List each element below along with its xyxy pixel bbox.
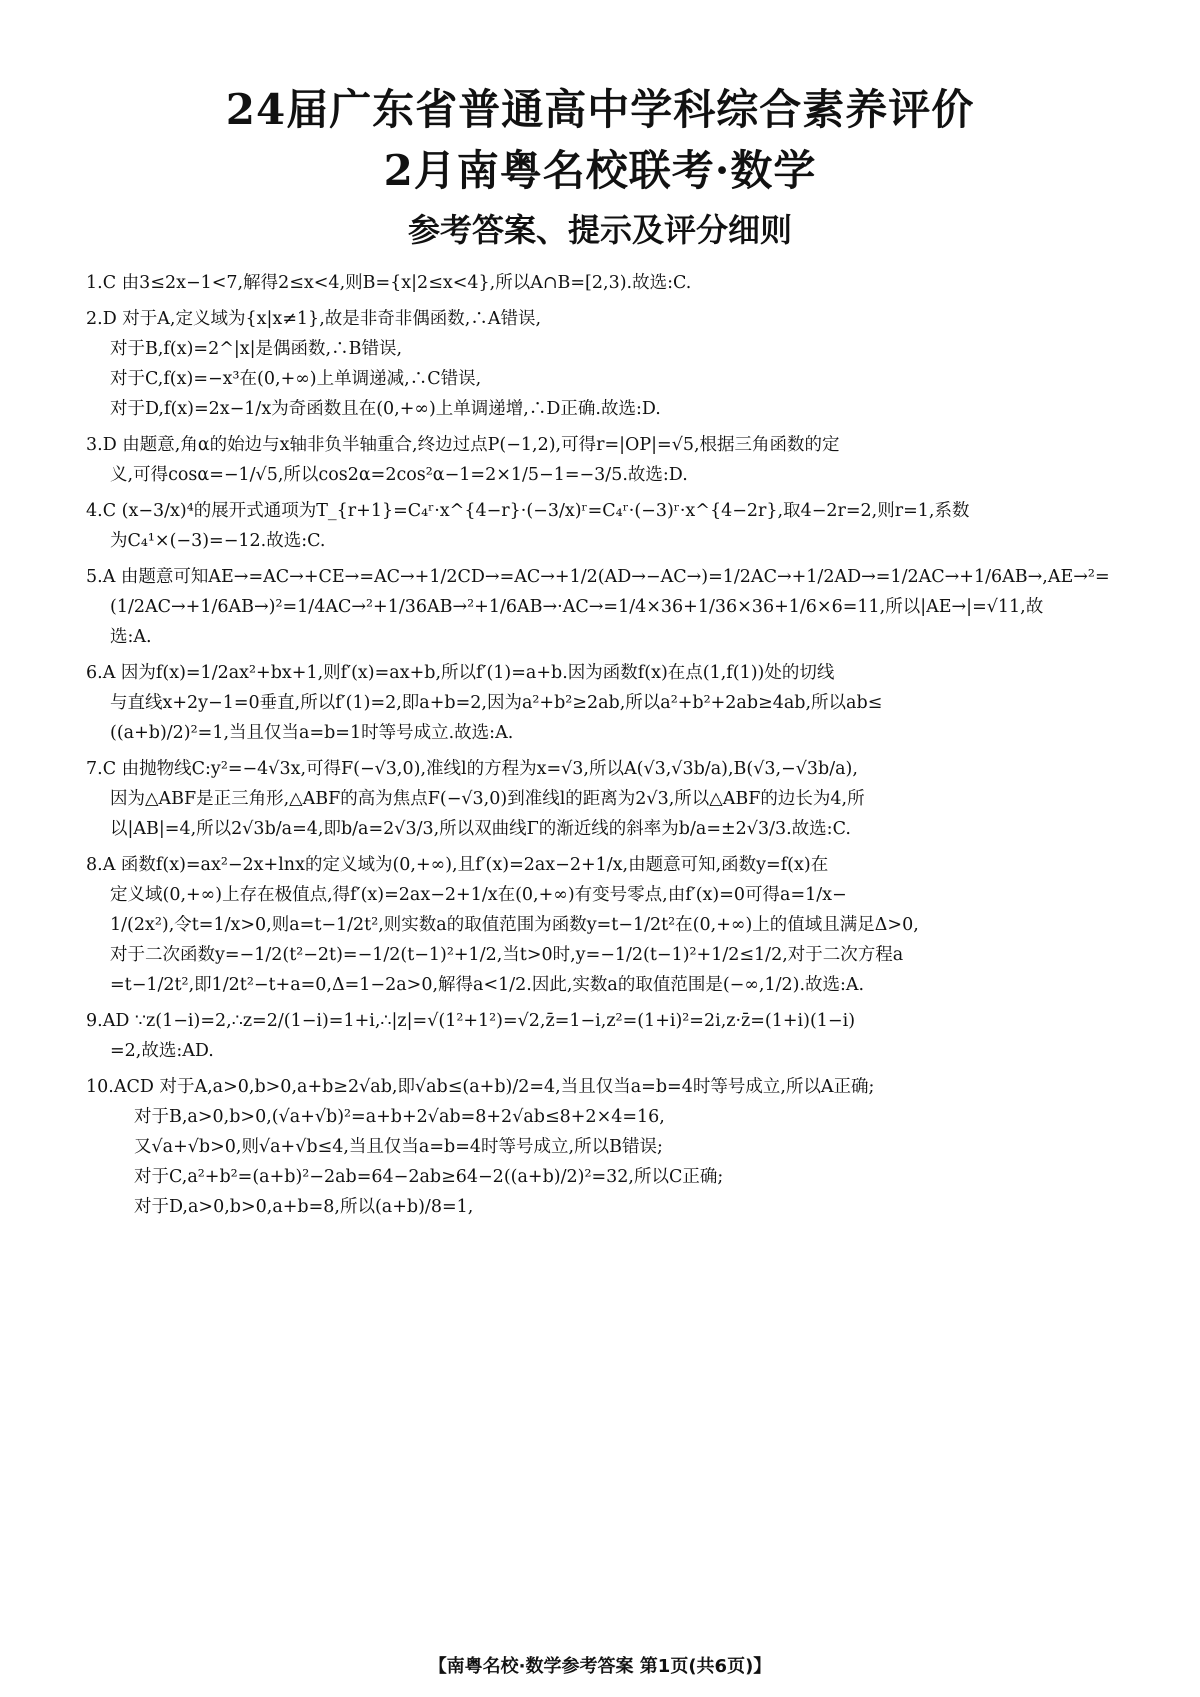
answer-line: ((a+b)/2)²=1,当且仅当a=b=1时等号成立.故选:A.: [110, 723, 514, 743]
title-line-3: 参考答案、提示及评分细则: [407, 211, 792, 249]
answer-8: [86, 850, 1116, 1000]
answer-7: [86, 754, 1116, 844]
answer-line: 4.C (x−3/x)⁴的展开式通项为T_{r+1}=C₄ʳ·x^{4−r}·(−3/x)ʳ=C₄ʳ·(−3)ʳ·x^{4−2r},取4−2r=2,则r=1,系数: [86, 501, 970, 521]
answer-line: 对于D,f(x)=2x−1/x为奇函数且在(0,+∞)上单调递增,∴D正确.故选:D.: [110, 399, 661, 419]
answer-6: [86, 658, 1116, 748]
answer-5: [86, 562, 1116, 652]
page-footer: 【南粤名校·数学参考答案 第1页(共6页)】: [428, 1656, 772, 1677]
answer-9: [86, 1006, 1116, 1066]
title-line-1: 24届广东省普通高中学科综合素养评价: [225, 85, 975, 134]
answers-body: [86, 268, 1116, 1222]
title-line-2: 2月南粤名校联考·数学: [383, 146, 817, 195]
answer-line: 2.D 对于A,定义域为{x|x≠1},故是非奇非偶函数,∴A错误,: [86, 309, 542, 329]
answer-4: [86, 496, 1116, 556]
answer-line: 对于二次函数y=−1/2(t²−2t)=−1/2(t−1)²+1/2,当t>0时,y=−1/2(t−1)²+1/2≤1/2,对于二次方程a: [110, 945, 904, 965]
answer-line: 1.C 由3≤2x−1<7,解得2≤x<4,则B={x|2≤x<4},所以A∩B=[2,3).故选:C.: [86, 273, 692, 293]
answer-line: 义,可得cosα=−1/√5,所以cos2α=2cos²α−1=2×1/5−1=−3/5.故选:D.: [110, 465, 688, 485]
answer-line: 又√a+√b>0,则√a+√b≤4,当且仅当a=b=4时等号成立,所以B错误;: [134, 1137, 663, 1157]
answer-line: 为C₄¹×(−3)=−12.故选:C.: [110, 531, 326, 551]
answer-1: [86, 268, 1116, 298]
answer-line: 8.A 函数f(x)=ax²−2x+lnx的定义域为(0,+∞),且f′(x)=2ax−2+1/x,由题意可知,函数y=f(x)在: [86, 855, 829, 875]
answer-line: =2,故选:AD.: [110, 1041, 214, 1061]
answer-line: 10.ACD 对于A,a>0,b>0,a+b≥2√ab,即√ab≤(a+b)/2=4,当且仅当a=b=4时等号成立,所以A正确;: [86, 1077, 875, 1097]
answer-line: 与直线x+2y−1=0垂直,所以f′(1)=2,即a+b=2,因为a²+b²≥2ab,所以a²+b²+2ab≥4ab,所以ab≤: [110, 693, 883, 713]
answer-line: 9.AD ∵z(1−i)=2,∴z=2/(1−i)=1+i,∴|z|=√(1²+1²)=√2,z̄=1−i,z²=(1+i)²=2i,z·z̄=(1+i)(1−i): [86, 1011, 856, 1031]
answer-line: 选:A.: [110, 627, 152, 647]
answer-line: 以|AB|=4,所以2√3b/a=4,即b/a=2√3/3,所以双曲线Γ的渐近线的斜率为b/a=±2√3/3.故选:C.: [110, 819, 851, 839]
answer-line: (1/2AC→+1/6AB→)²=1/4AC→²+1/36AB→²+1/6AB→·AC→=1/4×36+1/36×36+1/6×6=11,所以|AE→|=√11,故: [110, 597, 1044, 617]
answer-line: 定义域(0,+∞)上存在极值点,得f′(x)=2ax−2+1/x在(0,+∞)有变号零点,由f′(x)=0可得a=1/x−: [110, 885, 847, 905]
answer-line: 对于D,a>0,b>0,a+b=8,所以(a+b)/8=1,: [134, 1197, 474, 1217]
title-block: [0, 82, 1200, 254]
answer-line: 对于C,a²+b²=(a+b)²−2ab=64−2ab≥64−2((a+b)/2)²=32,所以C正确;: [134, 1167, 724, 1187]
answer-line: 对于B,f(x)=2^|x|是偶函数,∴B错误,: [110, 339, 403, 359]
answer-line: 5.A 由题意可知AE→=AC→+CE→=AC→+1/2CD→=AC→+1/2(AD→−AC→)=1/2AC→+1/2AD→=1/2AC→+1/6AB→,AE→²=: [86, 567, 1110, 587]
answer-line: 对于C,f(x)=−x³在(0,+∞)上单调递减,∴C错误,: [110, 369, 482, 389]
answer-line: 7.C 由抛物线C:y²=−4√3x,可得F(−√3,0),准线l的方程为x=√3,所以A(√3,√3b/a),B(√3,−√3b/a),: [86, 759, 858, 779]
answer-line: 6.A 因为f(x)=1/2ax²+bx+1,则f′(x)=ax+b,所以f′(1)=a+b.因为函数f(x)在点(1,f(1))处的切线: [86, 663, 835, 683]
answer-line: =t−1/2t²,即1/2t²−t+a=0,Δ=1−2a>0,解得a<1/2.因此,实数a的取值范围是(−∞,1/2).故选:A.: [110, 975, 865, 995]
answer-10: [86, 1072, 1116, 1222]
answer-2: [86, 304, 1116, 424]
answer-line: 3.D 由题意,角α的始边与x轴非负半轴重合,终边过点P(−1,2),可得r=|OP|=√5,根据三角函数的定: [86, 435, 840, 455]
answer-3: [86, 430, 1116, 490]
answer-line: 1/(2x²),令t=1/x>0,则a=t−1/2t²,则实数a的取值范围为函数y=t−1/2t²在(0,+∞)上的值域且满足Δ>0,: [110, 915, 919, 935]
answer-line: 对于B,a>0,b>0,(√a+√b)²=a+b+2√ab=8+2√ab≤8+2×4=16,: [134, 1107, 665, 1127]
answer-line: 因为△ABF是正三角形,△ABF的高为焦点F(−√3,0)到准线l的距离为2√3,所以△ABF的边长为4,所: [110, 789, 865, 809]
